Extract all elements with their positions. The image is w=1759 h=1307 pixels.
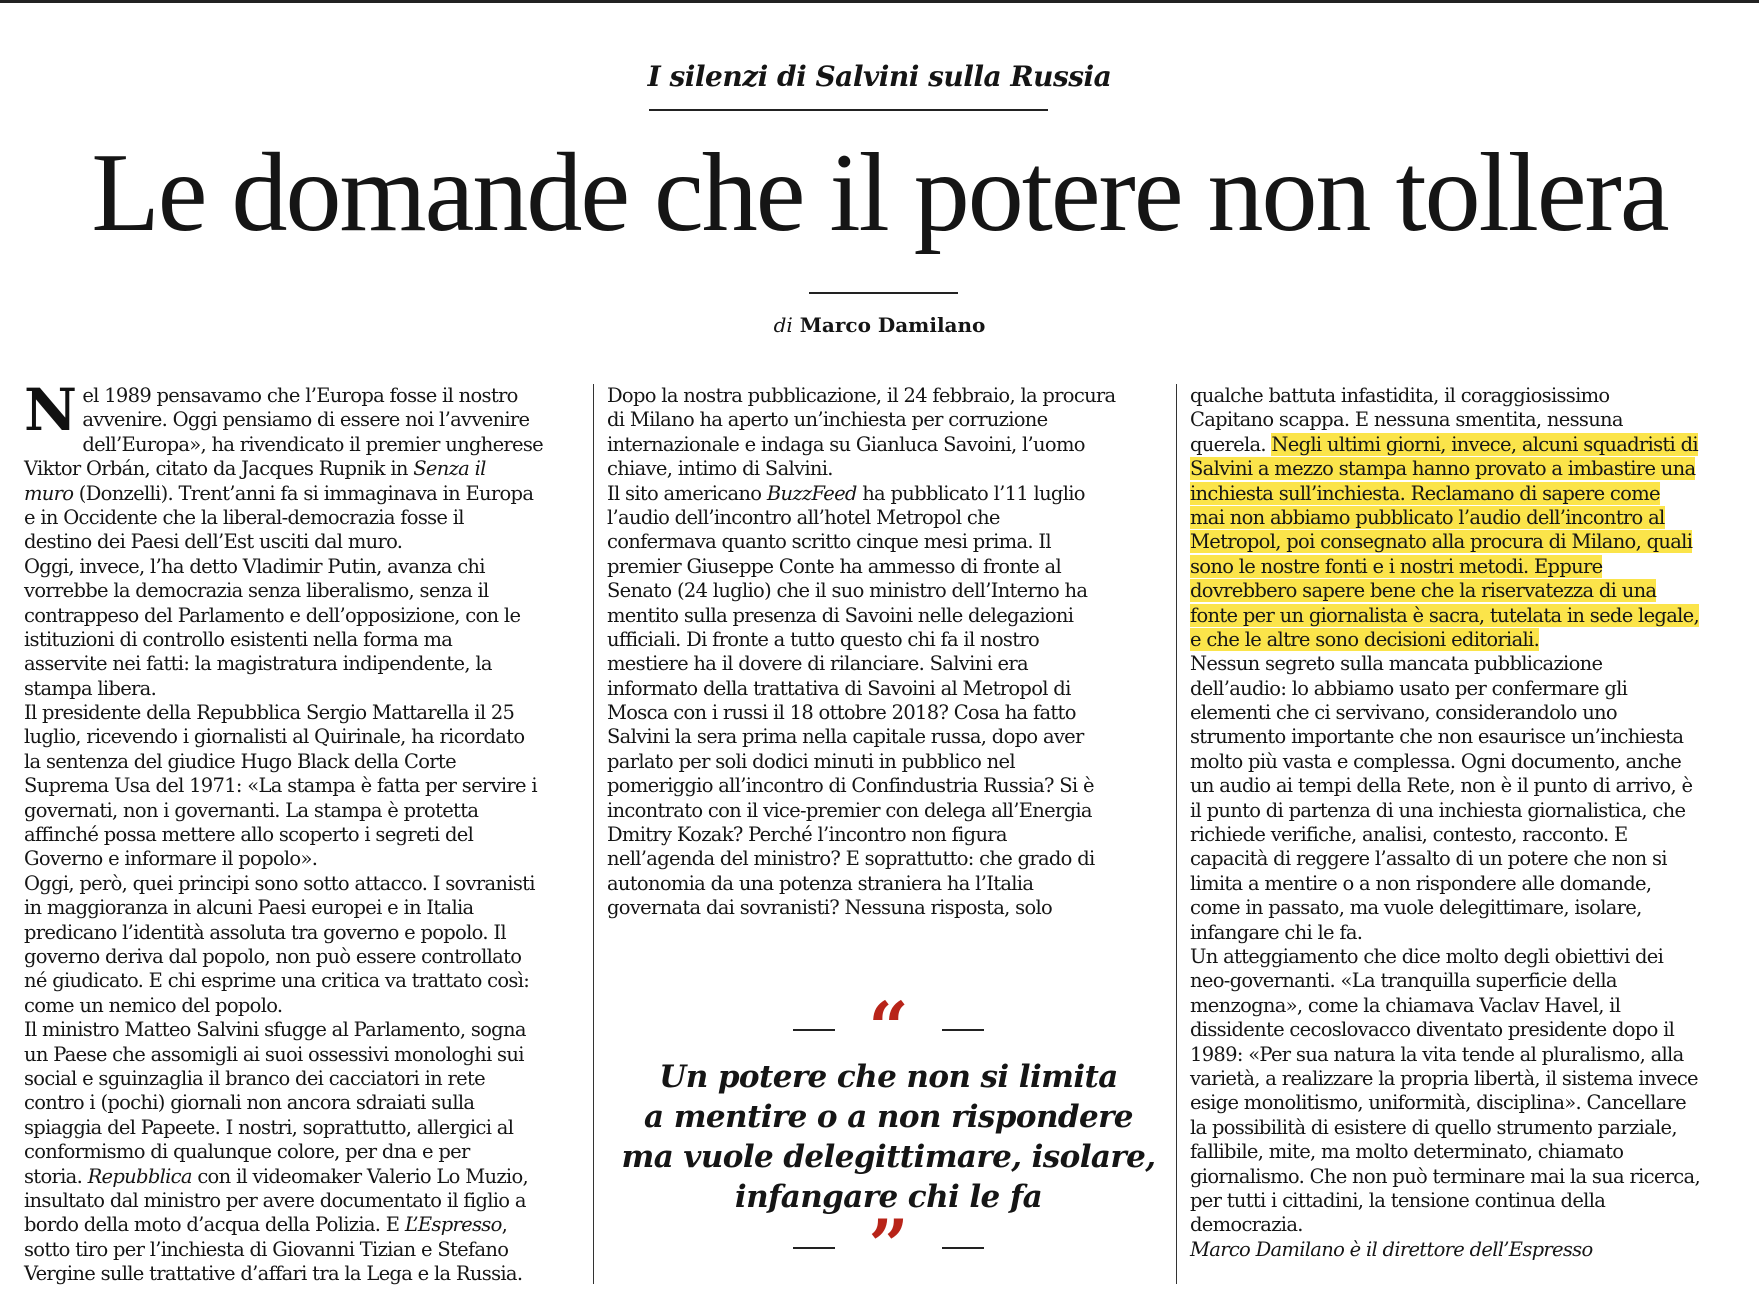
column-divider bbox=[1176, 384, 1177, 1284]
text-line: qualche battuta infastidita, il coraggiosissimo bbox=[1190, 384, 1610, 407]
text-line: dissidente cecoslovacco diventato presidente dopo il bbox=[1190, 1018, 1675, 1042]
text-line: elementi che ci servivano, considerandolo uno bbox=[1190, 701, 1617, 725]
top-rule bbox=[0, 0, 1759, 3]
text-line: autonomia da una potenza straniera ha l’Italia bbox=[607, 871, 1034, 895]
text-line: stampa libera. bbox=[24, 676, 157, 700]
byline-prefix: di bbox=[773, 313, 793, 337]
text-line bbox=[1190, 457, 1753, 481]
highlighted-text: sono le nostre fonti e i nostri metodi. Eppure bbox=[1190, 554, 1603, 578]
text-line: sotto tiro per l’inchiesta di Giovanni Tizian e Stefano bbox=[24, 1237, 509, 1261]
text-line bbox=[1190, 555, 1753, 579]
quote-open-row bbox=[607, 986, 1170, 1069]
text-line bbox=[1190, 604, 1753, 628]
text-line: un audio ai tempi della Rete, non è il punto di arrivo, è bbox=[1190, 774, 1693, 798]
text-line: Viktor Orbán, citato da Jacques Rupnik in Senza il bbox=[24, 457, 486, 481]
text-line: insultato dal ministro per avere documentato il figlio a bbox=[24, 1188, 526, 1212]
text-line: destino dei Paesi dell’Est usciti dal muro. bbox=[24, 530, 403, 554]
text-line: pomeriggio all’incontro di Confindustria Russia? Si è bbox=[607, 774, 1094, 798]
drop-cap: N bbox=[24, 376, 77, 444]
text-line: chiave, intimo di Salvini. bbox=[607, 457, 833, 481]
text-line: per tutti i cittadini, la tensione continua della bbox=[1190, 1188, 1606, 1212]
text-line: bordo della moto d’acqua della Polizia. E L’Espresso, bbox=[24, 1213, 508, 1237]
highlighted-text: e che le altre sono decisioni editoriali. bbox=[1190, 627, 1540, 651]
text-line: Salvini la sera prima nella capitale russa, dopo aver bbox=[607, 725, 1084, 749]
quote-close-row bbox=[607, 1204, 1170, 1287]
text-line: Oggi, però, quei principi sono sotto attacco. I sovranisti bbox=[24, 871, 535, 895]
close-quote-icon: ” bbox=[868, 1204, 909, 1287]
highlighted-text: inchiesta sull’inchiesta. Reclamano di sapere come bbox=[1190, 481, 1660, 505]
text-line: luglio, ricevendo i giornalisti al Quirinale, ha ricordato bbox=[24, 725, 525, 749]
text-line: muro (Donzelli). Trent’anni fa si immaginava in Europa bbox=[24, 481, 534, 505]
highlighted-text: dovrebbero sapere bene che la riservatezza di una bbox=[1190, 579, 1657, 603]
byline bbox=[0, 313, 1759, 337]
text-line: strumento importante che non esaurisce un’inchiesta bbox=[1190, 725, 1684, 749]
column-1 bbox=[24, 376, 587, 1286]
pull-quote-line: a mentire o a non rispondere bbox=[644, 1099, 1133, 1135]
text-line: contro i (pochi) giornali non ancora sdraiati sulla bbox=[24, 1091, 475, 1115]
text-line: di Milano ha aperto un’inchiesta per corruzione bbox=[607, 408, 1048, 432]
pull-quote-block bbox=[607, 986, 1170, 1287]
kicker-rule bbox=[649, 109, 1048, 111]
text-line: governati, non i governanti. La stampa è protetta bbox=[24, 798, 479, 822]
text-line: Governo e informare il popolo». bbox=[24, 847, 318, 871]
text-line: Suprema Usa del 1971: «La stampa è fatta per servire i bbox=[24, 774, 537, 798]
text-line: istituzioni di controllo esistenti nella forma ma bbox=[24, 627, 453, 651]
text-line: giornalismo. Che non può terminare mai la sua ricerca, bbox=[1190, 1164, 1700, 1188]
pull-quote-line: ma vuole delegittimare, isolare, bbox=[621, 1139, 1156, 1175]
text-line: e in Occidente che la liberal-democrazia fosse il bbox=[24, 505, 464, 529]
text-line: conformismo di qualunque colore, per dna e per bbox=[24, 1140, 470, 1164]
text-line bbox=[1190, 482, 1753, 506]
highlighted-text: fonte per un giornalista è sacra, tutelata in sede legale, bbox=[1190, 603, 1700, 627]
text-line: incontrato con il vice-premier con delega all’Energia bbox=[607, 798, 1092, 822]
text-line: Oggi, invece, l’ha detto Vladimir Putin, avanza chi bbox=[24, 554, 485, 578]
text-line: internazionale e indaga su Gianluca Savoini, l’uomo bbox=[607, 432, 1085, 456]
highlighted-text: Negli ultimi giorni, invece, alcuni squadristi di bbox=[1271, 432, 1698, 456]
text-line: neo-governanti. «La tranquilla superficie della bbox=[1190, 969, 1617, 993]
text-line: 1989: «Per sua natura la vita tende al pluralismo, alla bbox=[1190, 1042, 1684, 1066]
byline-author: Marco Damilano bbox=[799, 313, 986, 337]
open-quote-icon: “ bbox=[868, 986, 909, 1069]
column-3 bbox=[1190, 384, 1753, 1262]
text-line: Capitano scappa. E nessuna smentita, nessuna bbox=[1190, 408, 1623, 432]
text-line: Il sito americano BuzzFeed ha pubblicato l’11 luglio bbox=[607, 481, 1085, 505]
text-line: contrappeso del Parlamento e dell’opposizione, con le bbox=[24, 603, 521, 627]
text-line: l’audio dell’incontro all’hotel Metropol che bbox=[607, 505, 1000, 529]
text-line: ufficiali. Di fronte a tutto questo chi fa il nostro bbox=[607, 627, 1039, 651]
text-line: un Paese che assomigli ai suoi ossessivi monologhi sui bbox=[24, 1042, 524, 1066]
headline: Le domande che il potere non tollera bbox=[91, 131, 1668, 255]
text-line: Il ministro Matteo Salvini sfugge al Parlamento, sogna bbox=[24, 1018, 526, 1042]
column-2 bbox=[607, 384, 1170, 921]
text-line: Un atteggiamento che dice molto degli obiettivi dei bbox=[1190, 944, 1664, 968]
text-line: molto più vasta e complessa. Ogni documento, anche bbox=[1190, 749, 1682, 773]
text-line: Vergine sulle trattative d’affari tra la Lega e la Russia. bbox=[24, 1262, 523, 1286]
text-line: Mosca con i russi il 18 ottobre 2018? Cosa ha fatto bbox=[607, 701, 1076, 725]
pull-quote bbox=[607, 1057, 1170, 1217]
text-line: richiede verifiche, analisi, contesto, racconto. E bbox=[1190, 823, 1628, 847]
text-line: capacità di reggere l’assalto di un potere che non si bbox=[1190, 847, 1667, 871]
pull-quote-line: infangare chi le fa bbox=[734, 1179, 1043, 1215]
text-line: avvenire. Oggi pensiamo di essere noi l’avvenire bbox=[82, 408, 530, 432]
highlighted-text: Metropol, poi consegnato alla procura di Milano, quali bbox=[1190, 530, 1693, 554]
text-line: dell’audio: lo abbiamo usato per confermare gli bbox=[1190, 676, 1628, 700]
column-divider bbox=[593, 384, 594, 1284]
text-line: fallibile, mite, ma molto determinato, chiamato bbox=[1190, 1140, 1624, 1164]
highlighted-text: mai non abbiamo pubblicato l’audio dell’incontro al bbox=[1190, 505, 1665, 529]
text-line: menzogna», come la chiamava Vaclav Havel, il bbox=[1190, 993, 1621, 1017]
text-line: premier Giuseppe Conte ha ammesso di fronte al bbox=[607, 554, 1062, 578]
text-line: vorrebbe la democrazia senza liberalismo, senza il bbox=[24, 579, 489, 603]
text-line: Dmitry Kozak? Perché l’incontro non figura bbox=[607, 823, 1007, 847]
text-line: predicano l’identità assoluta tra governo e popolo. Il bbox=[24, 920, 506, 944]
text-line bbox=[1190, 530, 1753, 554]
text-line: governata dai sovranisti? Nessuna risposta, solo bbox=[607, 896, 1053, 920]
text-line: nell’agenda del ministro? E soprattutto: che grado di bbox=[607, 847, 1095, 871]
quote-dash bbox=[942, 1247, 984, 1249]
text-line: Nessun segreto sulla mancata pubblicazione bbox=[1190, 652, 1603, 676]
text-line: affinché possa mettere allo scoperto i segreti del bbox=[24, 823, 474, 847]
text-line: governo deriva dal popolo, non può essere controllato bbox=[24, 944, 522, 968]
text-line: Il presidente della Repubblica Sergio Mattarella il 25 bbox=[24, 701, 515, 725]
author-signature: Marco Damilano è il direttore dell’Espresso bbox=[1190, 1237, 1593, 1261]
text-line: Dopo la nostra pubblicazione, il 24 febbraio, la procura bbox=[607, 384, 1116, 407]
text-line: varietà, a realizzare la propria libertà, il sistema invece bbox=[1190, 1066, 1698, 1090]
text-line: limita a mentire o a non rispondere alle domande, bbox=[1190, 871, 1652, 895]
text-line bbox=[1190, 579, 1753, 603]
text-line: la possibilità di esistere di quello strumento parziale, bbox=[1190, 1115, 1677, 1139]
text-line: asservite nei fatti: la magistratura indipendente, la bbox=[24, 652, 492, 676]
text-line: parlato per soli dodici minuti in pubblico nel bbox=[607, 749, 1015, 773]
text-line: il punto di partenza di una inchiesta giornalistica, che bbox=[1190, 798, 1686, 822]
text-line: come un nemico del popolo. bbox=[24, 993, 283, 1017]
pull-quote-line: Un potere che non si limita bbox=[659, 1059, 1118, 1095]
text-line: storia. Repubblica con il videomaker Valerio Lo Muzio, bbox=[24, 1164, 528, 1188]
text-line: spiaggia del Papeete. I nostri, soprattutto, allergici al bbox=[24, 1115, 514, 1139]
text-line: democrazia. bbox=[1190, 1213, 1303, 1237]
text-line: mestiere ha il dovere di rilanciare. Salvini era bbox=[607, 652, 1028, 676]
text-line: el 1989 pensavamo che l’Europa fosse il nostro bbox=[82, 384, 518, 407]
text-line: Senato (24 luglio) che il suo ministro dell’Interno ha bbox=[607, 579, 1088, 603]
text-line: social e sguinzaglia il branco dei cacciatori in rete bbox=[24, 1066, 485, 1090]
kicker: I silenzi di Salvini sulla Russia bbox=[647, 60, 1112, 93]
text-line bbox=[1190, 506, 1753, 530]
text-line: informato della trattativa di Savoini al Metropol di bbox=[607, 676, 1071, 700]
text-line: mentito sulla presenza di Savoini nelle delegazioni bbox=[607, 603, 1074, 627]
text-line: infangare chi le fa. bbox=[1190, 920, 1363, 944]
text-line: la sentenza del giudice Hugo Black della Corte bbox=[24, 749, 456, 773]
byline-rule bbox=[809, 292, 958, 294]
text-line: querela. Negli ultimi giorni, invece, alcuni squadristi di bbox=[1190, 432, 1698, 456]
text-line: né giudicato. E chi esprime una critica va trattato così: bbox=[24, 969, 530, 993]
text-line: come in passato, ma vuole delegittimare, isolare, bbox=[1190, 896, 1642, 920]
quote-dash bbox=[942, 1029, 984, 1031]
text-line bbox=[1190, 628, 1753, 652]
highlighted-text: Salvini a mezzo stampa hanno provato a imbastire una bbox=[1190, 457, 1696, 481]
text-line: confermava quanto scritto cinque mesi prima. Il bbox=[607, 530, 1051, 554]
text-line: in maggioranza in alcuni Paesi europei e in Italia bbox=[24, 896, 474, 920]
text-line: esige monolitismo, uniformità, disciplina». Cancellare bbox=[1190, 1091, 1687, 1115]
text-line: dell’Europa», ha rivendicato il premier ungherese bbox=[82, 432, 544, 456]
